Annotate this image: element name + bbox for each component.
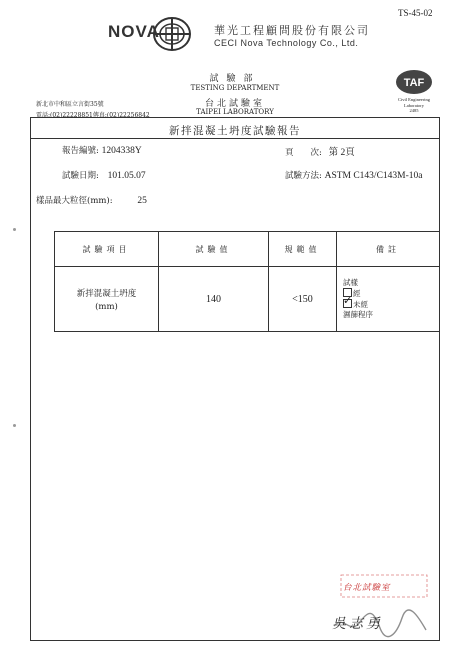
seal-text: 台北試驗室 <box>343 583 391 593</box>
report-number-value: 1204338Y <box>101 146 142 156</box>
table-header-row <box>55 232 440 267</box>
not-wet-sieved-label: 未經 <box>353 300 368 309</box>
department-name-en: TESTING DEPARTMENT <box>190 84 280 92</box>
test-item-name: 新拌混凝土坍度 <box>76 288 137 299</box>
column-header-test-item: 試驗項目 <box>55 232 159 267</box>
document-code: TS-45-02 <box>398 8 433 18</box>
max-aggregate-value: 25 <box>137 196 147 206</box>
accreditation-caption <box>380 97 448 114</box>
test-date-field <box>62 169 146 181</box>
brand-wordmark: NOVA <box>108 22 160 41</box>
accreditation-line2: Laboratory <box>404 102 424 108</box>
department-name-zh: 試驗部 <box>209 74 261 84</box>
taf-accreditation-logo-icon <box>394 68 434 96</box>
test-method-field <box>285 169 423 181</box>
signature-text: 吳志勇 <box>332 616 383 632</box>
test-item-unit: (mm) <box>95 301 118 312</box>
punch-hole <box>13 424 16 427</box>
phone-fax: 電話:(02)22228851傳真:(02)22256842 <box>36 112 150 119</box>
test-date-value: 101.05.07 <box>107 171 146 181</box>
spec-value-cell: <150 <box>269 267 337 332</box>
accreditation-number: 2485 <box>409 108 419 113</box>
test-item-cell <box>55 267 159 332</box>
page-label: 頁 次: <box>285 148 322 158</box>
page-value: 第 2頁 <box>328 148 355 158</box>
nova-globe-logo-icon <box>152 16 192 52</box>
report-title: 新拌混凝土坍度試驗報告 <box>169 125 301 137</box>
address: 新北市中和區立言街35號 <box>36 101 104 108</box>
test-method-label: 試驗方法: <box>285 171 322 181</box>
test-value-cell: 140 <box>159 267 269 332</box>
column-header-spec-value: 規範值 <box>269 232 337 267</box>
remarks-cell <box>337 267 440 332</box>
remarks-option-wet-sieved <box>343 288 439 299</box>
max-aggregate-field <box>36 194 147 206</box>
laboratory-name-zh: 台北試驗室 <box>204 99 265 109</box>
company-name-en: CECI Nova Technology Co., Ltd. <box>214 38 359 48</box>
check-mark-icon: ✓ <box>343 294 353 307</box>
report-number-label: 報告編號: <box>62 146 99 156</box>
max-aggregate-label: 樣品最大粒徑(mm): <box>36 196 113 206</box>
remarks-sample-label: 試樣 <box>343 278 358 287</box>
report-number-field <box>62 144 142 156</box>
remarks-option-not-wet-sieved <box>343 294 439 310</box>
column-header-test-value: 試驗值 <box>159 232 269 267</box>
title-divider <box>30 138 440 139</box>
test-method-value: ASTM C143/C143M-10a <box>324 171 423 181</box>
results-table <box>54 231 440 332</box>
page-field <box>285 144 355 158</box>
wet-sieved-label: 經 <box>353 289 361 298</box>
test-date-label: 試驗日期: <box>62 171 99 181</box>
laboratory-name-en: TAIPEI LABORATORY <box>196 108 274 116</box>
taf-logo-text: TAF <box>403 77 425 89</box>
accreditation-line1: Civil Engineering <box>397 97 431 102</box>
company-name-zh: 華光工程顧問股份有限公司 <box>214 24 370 37</box>
remarks-procedure-label: 濕篩程序 <box>343 310 373 319</box>
table-row <box>55 267 440 332</box>
punch-hole <box>13 228 16 231</box>
column-header-remarks: 備註 <box>337 232 440 267</box>
not-wet-sieved-checkbox <box>343 294 353 308</box>
